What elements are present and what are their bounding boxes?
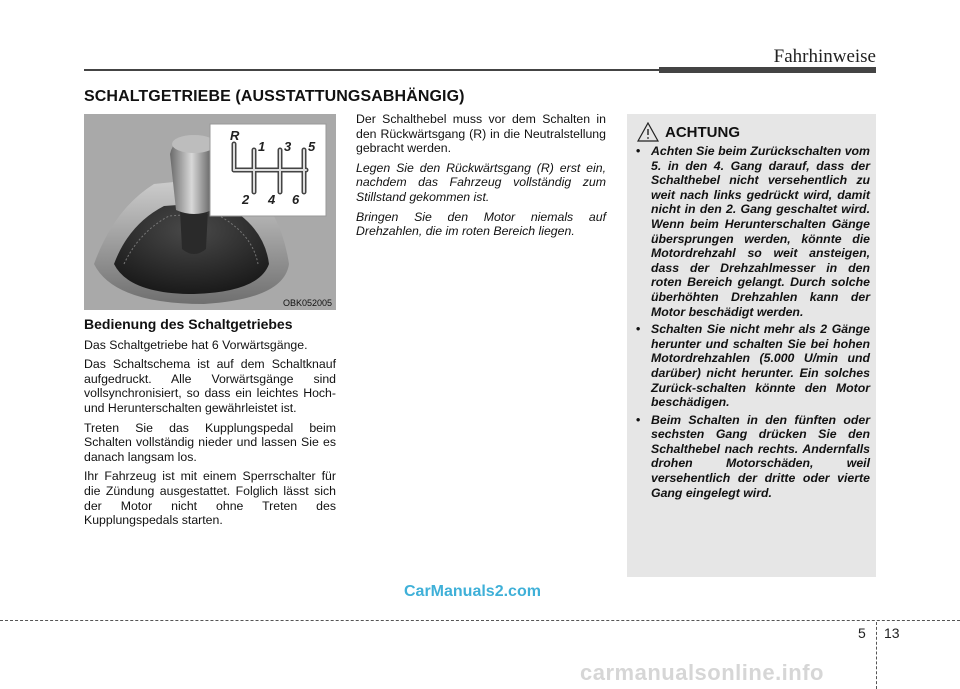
- warning-item-text: Beim Schalten in den fünften oder sechsten Gang drücken Sie den Schalthebel nach rechts. Andernfalls drohen Motorschäden, weil versehentlich der dritte oder vierte Gang eingelegt wird.: [651, 412, 870, 500]
- gear-label-5: 5: [308, 139, 316, 154]
- footer-rule: [0, 620, 960, 621]
- gear-shift-illustration: [84, 114, 336, 310]
- chapter-title: Fahrhinweise: [773, 46, 876, 67]
- gear-label-6: 6: [292, 192, 300, 207]
- shift-shaft: [180, 209, 208, 254]
- paragraph: Treten Sie das Kupplungspedal beim Schalten vollständig nieder und lassen Sie es danach langsam los.: [84, 420, 336, 464]
- column-middle: [356, 112, 606, 244]
- bullet: •: [636, 412, 641, 427]
- warning-item: [633, 413, 870, 501]
- paragraph: Der Schalthebel muss vor dem Schalten in den Rückwärtsgang (R) in die Neutralstellung gebracht werden.: [356, 112, 606, 156]
- gear-label-r: R: [230, 128, 240, 143]
- paragraph: Das Schaltgetriebe hat 6 Vorwärtsgänge.: [84, 337, 308, 352]
- warning-item-text: Achten Sie beim Zurückschalten vom 5. in den 4. Gang darauf, dass der Schalthebel nicht versehentlich zu weit nach links gedrückt wird, damit nicht in den 2. Gang geschaltet wird. Wenn beim Herunterschalten Gänge übersprungen werden, könnte die Motordrehzahl so weit ansteigen, dass der Drehzahlmesser in den roten Bereich gelangt. Durch solche überhöhten Drehzahlen kann der Motor beschädigt werden.: [651, 144, 870, 319]
- warning-box: [627, 114, 876, 577]
- section-number: 5: [858, 625, 866, 641]
- warning-list: [633, 144, 870, 503]
- section-heading: SCHALTGETRIEBE (AUSSTATTUNGSABHÄNGIG): [84, 88, 465, 105]
- figure-code: OBK052005: [282, 298, 332, 308]
- warning-item-text: Schalten Sie nicht mehr als 2 Gänge herunter und schalten Sie bei hohen Motordrehzahlen (5.000 U/min und darüber) nicht herunter. Ein solches Zurück-schalten könnte den Motor beschädigen.: [651, 322, 870, 410]
- gear-label-3: 3: [284, 139, 292, 154]
- column-left: [84, 317, 336, 533]
- gear-label-2: 2: [242, 192, 250, 207]
- knob-top: [172, 135, 216, 153]
- warning-triangle-icon: [637, 122, 659, 142]
- bullet: •: [636, 322, 641, 337]
- warning-item: [633, 322, 870, 410]
- paragraph: Das Schaltschema ist auf dem Schaltknauf aufgedruckt. Alle Vorwärtsgänge sind vollsynchronisiert, so dass ein leichtes Hoch- und Herunterschalten gewährleistet ist.: [84, 357, 336, 415]
- bullet: •: [636, 144, 641, 158]
- gear-shift-figure: [84, 114, 336, 310]
- header-rule: [84, 69, 659, 71]
- subsection-heading: Bedienung des Schaltgetriebes: [84, 316, 293, 332]
- watermark-footer: carmanualsonline.info: [580, 660, 824, 685]
- warning-header: [637, 122, 740, 142]
- paragraph: Ihr Fahrzeug ist mit einem Sperrschalter für die Zündung ausgestattet. Folglich lässt sich der Motor nicht ohne Treten des Kupplungspedals starten.: [84, 469, 336, 528]
- italic-note: Bringen Sie den Motor niemals auf Drehzahlen, die im roten Bereich liegen.: [356, 209, 606, 239]
- warning-item: [633, 144, 870, 319]
- gear-label-4: 4: [268, 192, 276, 207]
- page-number: 13: [884, 625, 900, 641]
- italic-note: Legen Sie den Rückwärtsgang (R) erst ein, nachdem das Fahrzeug vollständig zum Stillstand gekommen ist.: [356, 160, 606, 204]
- warning-title: ACHTUNG: [665, 123, 740, 141]
- watermark-link[interactable]: CarManuals2.com: [404, 583, 541, 600]
- gear-label-1: 1: [258, 139, 266, 154]
- page-number-separator: [876, 622, 877, 689]
- header-rule-accent: [659, 67, 876, 73]
